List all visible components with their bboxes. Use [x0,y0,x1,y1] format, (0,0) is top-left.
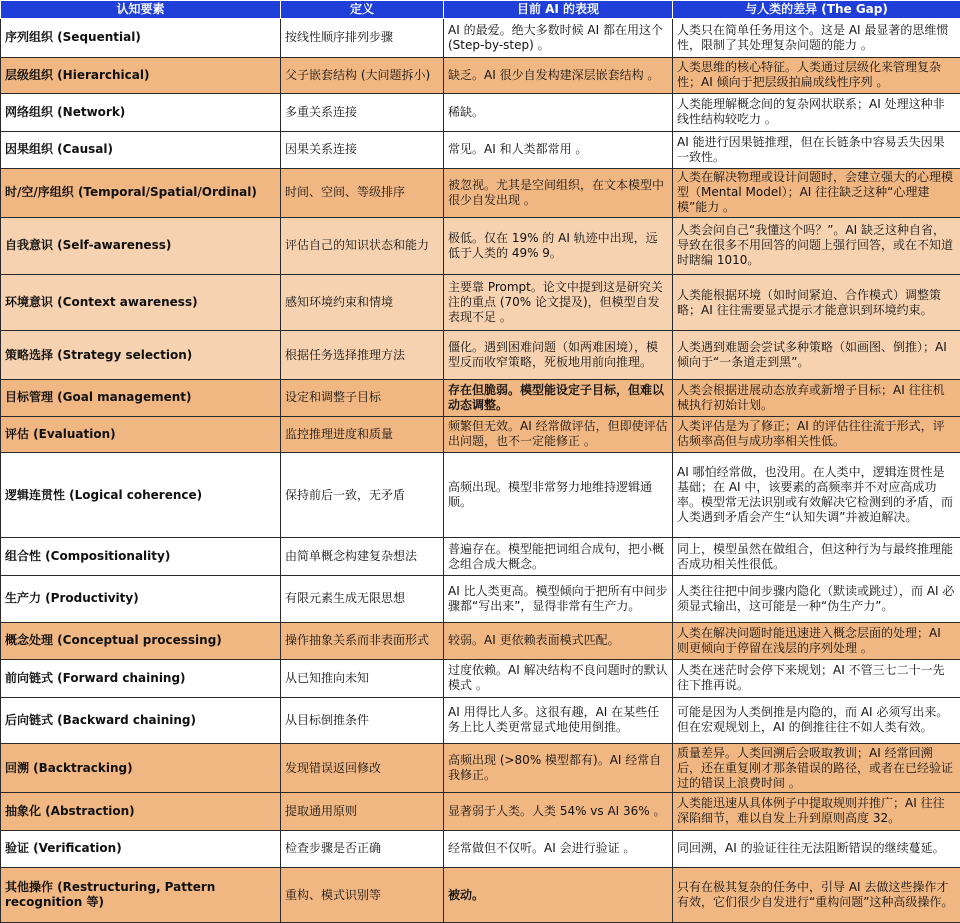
definition-cell: 提取通用原则 [281,792,444,830]
ai-performance-cell: 僵化。遇到困难问题（如两难困境），模型反而收窄策略，死板地用前向推理。 [444,331,673,380]
gap-cell: 质量差异。人类回溯后会吸取教训；AI 经常回溯后，还在重复刚才那条错误的路径，或者在已经验证过的错误上浪费时间 。 [673,744,960,793]
definition-cell: 评估自己的知识状态和能力 [281,217,444,274]
definition-cell: 从目标倒推条件 [281,697,444,744]
gap-cell: 人类会根据进展动态放弃或新增子目标；AI 往往机械执行初始计划。 [673,380,960,417]
definition-cell: 从已知推向未知 [281,660,444,698]
gap-cell: 人类在迷茫时会停下来规划；AI 不管三七二十一先往下推再说。 [673,660,960,698]
factor-cell: 因果组织 (Causal) [1,131,281,169]
factor-cell: 网络组织 (Network) [1,94,281,132]
table-row [1,94,960,132]
definition-cell: 设定和调整子目标 [281,380,444,417]
definition-cell: 监控推理进度和质量 [281,416,444,453]
table-row [1,744,960,793]
factor-cell: 概念处理 (Conceptual processing) [1,622,281,660]
table-row [1,380,960,417]
header-ai-performance: 目前 AI 的表现 [444,1,673,19]
factor-cell: 自我意识 (Self-awareness) [1,217,281,274]
ai-performance-cell: 被动。 [444,868,673,923]
table-row [1,416,960,453]
table-row [1,792,960,830]
table-row [1,575,960,622]
definition-cell: 由简单概念构建复杂想法 [281,538,444,576]
table-row [1,19,960,58]
factor-cell: 时/空/序组织 (Temporal/Spatial/Ordinal) [1,169,281,218]
ai-performance-cell: AI 比人类更高。模型倾向于把所有中间步骤都“写出来”，显得非常有生产力。 [444,575,673,622]
gap-cell: 人类只在简单任务用这个。这是 AI 最显著的思维惯性，限制了其处理复杂问题的能力 。 [673,19,960,58]
gap-cell: 人类会问自己“我懂这个吗？”。AI 缺乏这种自省，导致在很多不用回答的问题上强行回答，或在不知道时瞎编 1010。 [673,217,960,274]
factor-cell: 回溯 (Backtracking) [1,744,281,793]
table-row [1,830,960,868]
table-row [1,868,960,923]
ai-performance-cell: 极低。仅在 19% 的 AI 轨迹中出现，远低于人类的 49% 9。 [444,217,673,274]
factor-cell: 序列组织 (Sequential) [1,19,281,58]
gap-cell: 人类能迅速从具体例子中提取规则并推广；AI 往往深陷细节，难以自发上升到原则高度 32。 [673,792,960,830]
factor-cell: 逻辑连贯性 (Logical coherence) [1,453,281,538]
table-row [1,57,960,94]
factor-cell: 组合性 (Compositionality) [1,538,281,576]
gap-cell: 人类能根据环境（如时间紧迫、合作模式）调整策略；AI 往往需要显式提示才能意识到环境约束。 [673,274,960,331]
table-row [1,217,960,274]
table-row [1,622,960,660]
ai-performance-cell: AI 的最爱。绝大多数时候 AI 都在用这个 (Step-by-step) 。 [444,19,673,58]
ai-performance-cell: 过度依赖。AI 解决结构不良问题时的默认模式 。 [444,660,673,698]
ai-performance-cell: 缺乏。AI 很少自发构建深层嵌套结构 。 [444,57,673,94]
factor-cell: 评估 (Evaluation) [1,416,281,453]
ai-performance-cell: 经常做但不仅听。AI 会进行验证 。 [444,830,673,868]
ai-performance-cell: 显著弱于人类。人类 54% vs AI 36% 。 [444,792,673,830]
factor-cell: 层级组织 (Hierarchical) [1,57,281,94]
table-row [1,697,960,744]
header-row [1,1,960,19]
factor-cell: 验证 (Verification) [1,830,281,868]
table-row [1,169,960,218]
definition-cell: 按线性顺序排列步骤 [281,19,444,58]
factor-cell: 策略选择 (Strategy selection) [1,331,281,380]
definition-cell: 操作抽象关系而非表面形式 [281,622,444,660]
factor-cell: 其他操作 (Restructuring, Pattern recognition 等) [1,868,281,923]
definition-cell: 发现错误返回修改 [281,744,444,793]
gap-cell: 人类遇到难题会尝试多种策略（如画图、倒推）；AI 倾向于“一条道走到黑”。 [673,331,960,380]
factor-cell: 后向链式 (Backward chaining) [1,697,281,744]
gap-cell: 人类在解决物理或设计问题时，会建立强大的心理模型（Mental Model）；AI 往往缺乏这种“心理建模”能力 。 [673,169,960,218]
ai-performance-cell: 常见。AI 和人类都常用 。 [444,131,673,169]
gap-cell: 同回溯，AI 的验证往往无法阻断错误的继续蔓延。 [673,830,960,868]
definition-cell: 重构、模式识别等 [281,868,444,923]
definition-cell: 有限元素生成无限思想 [281,575,444,622]
ai-performance-cell: 主要靠 Prompt。论文中提到这是研究关注的重点 (70% 论文提及)，但模型自发表现不足 。 [444,274,673,331]
ai-performance-cell: 存在但脆弱。模型能设定子目标，但难以动态调整。 [444,380,673,417]
table-row [1,131,960,169]
factor-cell: 前向链式 (Forward chaining) [1,660,281,698]
definition-cell: 保持前后一致，无矛盾 [281,453,444,538]
ai-performance-cell: 普遍存在。模型能把词组合成句，把小概念组合成大概念。 [444,538,673,576]
header-definition: 定义 [281,1,444,19]
table-row [1,660,960,698]
gap-cell: 人类思维的核心特征。人类通过层级化来管理复杂性；AI 倾向于把层级拍扁成线性序列 。 [673,57,960,94]
ai-performance-cell: 高频出现。模型非常努力地维持逻辑通顺。 [444,453,673,538]
ai-performance-cell: 较弱。AI 更依赖表面模式匹配。 [444,622,673,660]
ai-performance-cell: AI 用得比人多。这很有趣，AI 在某些任务上比人类更常显式地使用倒推。 [444,697,673,744]
header-factor: 认知要素 [1,1,281,19]
ai-performance-cell: 频繁但无效。AI 经常做评估，但即使评估出问题，也不一定能修正 。 [444,416,673,453]
gap-cell: AI 哪怕经常做，也没用。在人类中，逻辑连贯性是基础；在 AI 中，该要素的高频率并不对应高成功率。模型常无法识别或有效解决它检测到的矛盾，而人类遇到矛盾会产生“认知失调”并被迫解决。 [673,453,960,538]
table-row [1,274,960,331]
gap-cell: 同上，模型虽然在做组合，但这种行为与最终推理能否成功相关性很低。 [673,538,960,576]
definition-cell: 感知环境约束和情境 [281,274,444,331]
factor-cell: 环境意识 (Context awareness) [1,274,281,331]
table-row [1,453,960,538]
ai-performance-cell: 高频出现 (>80% 模型都有)。AI 经常自我修正。 [444,744,673,793]
factor-cell: 目标管理 (Goal management) [1,380,281,417]
gap-cell: 人类在解决问题时能迅速进入概念层面的处理；AI 则更倾向于停留在浅层的序列处理 。 [673,622,960,660]
gap-cell: 人类评估是为了修正；AI 的评估往往流于形式，评估频率高但与成功率相关性低。 [673,416,960,453]
gap-cell: 人类能理解概念间的复杂网状联系；AI 处理这种非线性结构较吃力 。 [673,94,960,132]
definition-cell: 父子嵌套结构 (大问题拆小) [281,57,444,94]
definition-cell: 因果关系连接 [281,131,444,169]
definition-cell: 检查步骤是否正确 [281,830,444,868]
gap-cell: 可能是因为人类倒推是内隐的，而 AI 必须写出来。但在宏观规划上，AI 的倒推往往不如人类有效。 [673,697,960,744]
table-row [1,331,960,380]
factor-cell: 抽象化 (Abstraction) [1,792,281,830]
gap-cell: AI 能进行因果链推理，但在长链条中容易丢失因果一致性。 [673,131,960,169]
definition-cell: 根据任务选择推理方法 [281,331,444,380]
table-row [1,538,960,576]
ai-performance-cell: 被忽视。尤其是空间组织，在文本模型中很少自发出现 。 [444,169,673,218]
gap-cell: 只有在极其复杂的任务中，引导 AI 去做这些操作才有效，它们很少自发进行“重构问题”这种高级操作。 [673,868,960,923]
definition-cell: 时间、空间、等级排序 [281,169,444,218]
definition-cell: 多重关系连接 [281,94,444,132]
ai-performance-cell: 稀缺。 [444,94,673,132]
gap-cell: 人类往往把中间步骤内隐化（默读或跳过），而 AI 必须显式输出，这可能是一种“伪生产力”。 [673,575,960,622]
header-gap: 与人类的差异 (The Gap) [673,1,960,19]
factor-cell: 生产力 (Productivity) [1,575,281,622]
